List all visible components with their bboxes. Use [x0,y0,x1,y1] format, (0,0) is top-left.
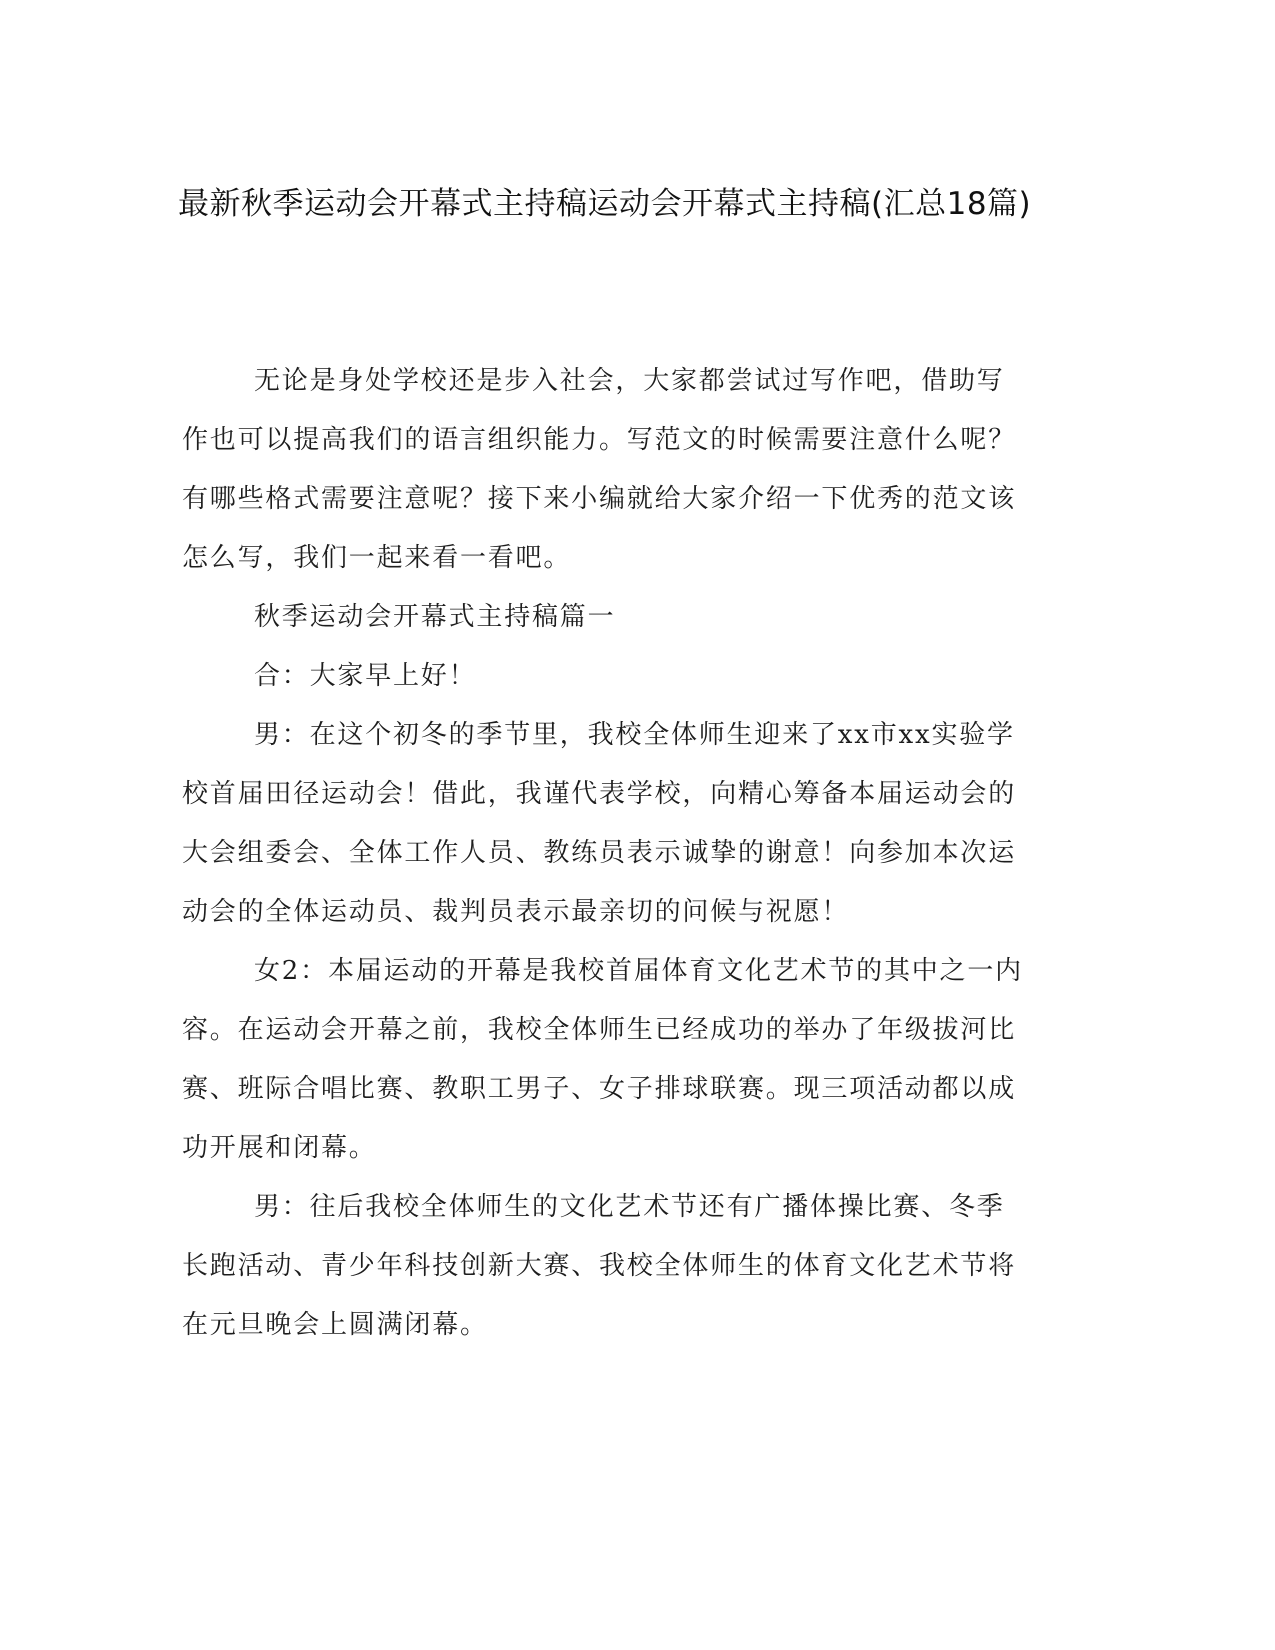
document-title: 最新秋季运动会开幕式主持稿运动会开幕式主持稿(汇总18篇) [178,186,1032,222]
section-heading: 秋季运动会开幕式主持稿篇一 [254,602,616,632]
document-body [182,352,1032,1355]
intro-paragraph: 无论是身处学校还是步入社会，大家都尝试过写作吧，借助写作也可以提高我们的语言组织能力。写范文的时候需要注意什么呢？有哪些格式需要注意呢？接下来小编就给大家介绍一下优秀的范文该怎么写，我们一起来看一看吧。 [182,366,1017,573]
female-host-paragraph: 女2：本届运动的开幕是我校首届体育文化艺术节的其中之一内容。在运动会开幕之前，我校全体师生已经成功的举办了年级拔河比赛、班际合唱比赛、教职工男子、女子排球联赛。现三项活动都以成功开展和闭幕。 [182,956,1023,1163]
male-host-paragraph: 男：在这个初冬的季节里，我校全体师生迎来了xx市xx实验学校首届田径运动会！借此，我谨代表学校，向精心筹备本届运动会的大会组委会、全体工作人员、教练员表示诚挚的谢意！向参加本次运动会的全体运动员、裁判员表示最亲切的问候与祝愿！ [182,720,1017,927]
greeting-paragraph: 合：大家早上好！ [254,661,477,691]
male-host-paragraph-2: 男：往后我校全体师生的文化艺术节还有广播体操比赛、冬季长跑活动、青少年科技创新大赛、我校全体师生的体育文化艺术节将在元旦晚会上圆满闭幕。 [182,1192,1017,1340]
